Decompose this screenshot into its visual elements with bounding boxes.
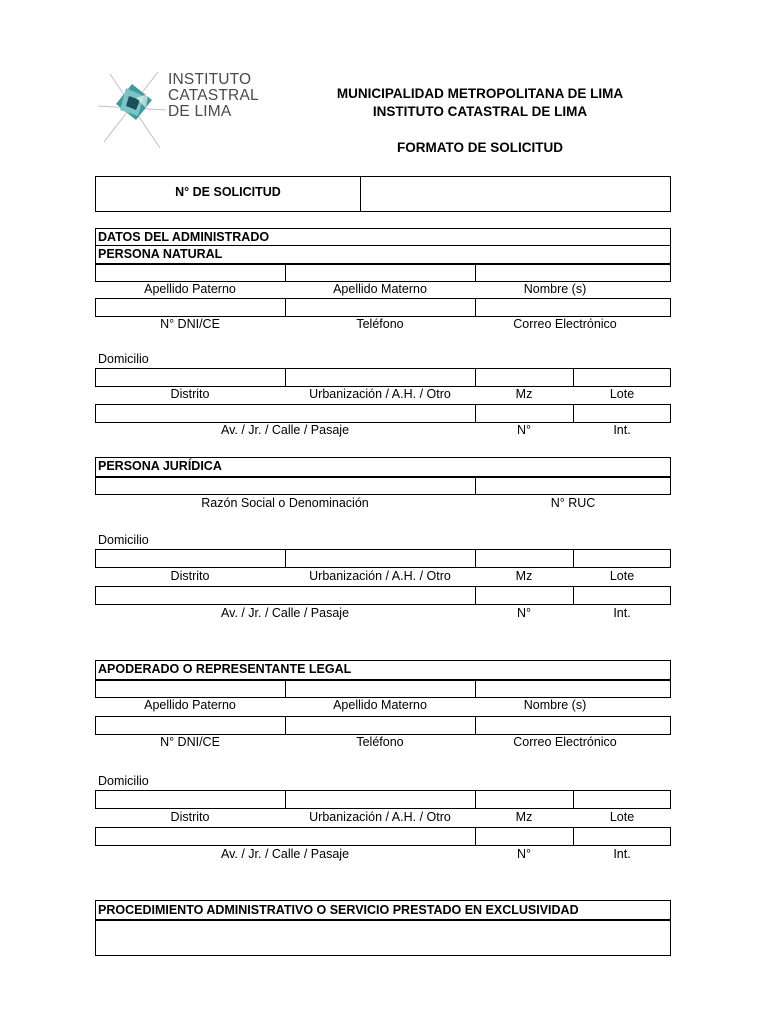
apoderado-address-row-2 <box>95 827 671 846</box>
form-title: FORMATO DE SOLICITUD <box>397 140 563 155</box>
header-municipality: MUNICIPALIDAD METROPOLITANA DE LIMA <box>336 86 624 101</box>
label-apoderado-int: Int. <box>613 847 631 861</box>
label-urbanizacion: Urbanización / A.H. / Otro <box>309 387 451 401</box>
logo-text-line1: INSTITUTO <box>168 71 252 88</box>
label-lote-juridica: Lote <box>609 569 635 583</box>
label-mz: Mz <box>515 387 533 401</box>
logo-text-line2: CATASTRAL <box>168 87 259 104</box>
label-apoderado-urbanizacion: Urbanización / A.H. / Otro <box>309 810 451 824</box>
institute-logo <box>96 66 266 152</box>
label-lote: Lote <box>609 387 635 401</box>
label-apoderado-distrito: Distrito <box>170 810 210 824</box>
solicitud-number-field[interactable] <box>362 178 668 210</box>
juridica-address-row-2 <box>95 586 671 605</box>
apoderado-address-row-1 <box>95 790 671 809</box>
label-apoderado-domicilio: Domicilio <box>98 774 149 788</box>
logo-mark-icon <box>96 66 168 152</box>
solicitud-label: N° DE SOLICITUD <box>175 185 281 199</box>
solicitud-box <box>95 176 671 212</box>
section-title-persona-natural: PERSONA NATURAL <box>98 247 223 261</box>
label-apellido-paterno: Apellido Paterno <box>144 282 236 296</box>
label-apoderado-via: Av. / Jr. / Calle / Pasaje <box>220 847 350 861</box>
label-apoderado-lote: Lote <box>609 810 635 824</box>
label-domicilio: Domicilio <box>98 352 149 366</box>
section-title-persona-juridica: PERSONA JURÍDICA <box>98 459 222 473</box>
label-razon-social: Razón Social o Denominación <box>201 496 369 510</box>
label-ruc: N° RUC <box>550 496 596 510</box>
header-institute: INSTITUTO CATASTRAL DE LIMA <box>372 104 588 119</box>
apoderado-id-row <box>95 716 671 735</box>
label-distrito: Distrito <box>170 387 210 401</box>
label-nombres: Nombre (s) <box>523 282 587 296</box>
label-via-juridica: Av. / Jr. / Calle / Pasaje <box>220 606 350 620</box>
label-apoderado-apellido-materno: Apellido Materno <box>333 698 427 712</box>
label-mz-juridica: Mz <box>515 569 533 583</box>
label-apoderado-telefono: Teléfono <box>356 735 404 749</box>
natural-address-row-2 <box>95 404 671 423</box>
label-via: Av. / Jr. / Calle / Pasaje <box>220 423 350 437</box>
label-domicilio-juridica: Domicilio <box>98 533 149 547</box>
natural-header-block <box>95 228 671 282</box>
label-telefono: Teléfono <box>356 317 404 331</box>
label-apoderado-numero: N° <box>516 847 532 861</box>
natural-id-row <box>95 298 671 317</box>
label-int: Int. <box>613 423 631 437</box>
label-apoderado-nombres: Nombre (s) <box>523 698 587 712</box>
label-apellido-materno: Apellido Materno <box>333 282 427 296</box>
logo-text-line3: DE LIMA <box>168 103 232 120</box>
label-urbanizacion-juridica: Urbanización / A.H. / Otro <box>309 569 451 583</box>
label-correo: Correo Electrónico <box>513 317 617 331</box>
label-int-juridica: Int. <box>613 606 631 620</box>
label-apoderado-dni: N° DNI/CE <box>160 735 220 749</box>
label-apoderado-apellido-paterno: Apellido Paterno <box>144 698 236 712</box>
juridica-address-row-1 <box>95 549 671 568</box>
natural-address-row-1 <box>95 368 671 387</box>
section-title-administrado: DATOS DEL ADMINISTRADO <box>98 230 270 244</box>
label-numero: N° <box>516 423 532 437</box>
section-title-apoderado: APODERADO O REPRESENTANTE LEGAL <box>98 662 352 676</box>
procedimiento-field[interactable] <box>97 922 669 954</box>
section-title-procedimiento: PROCEDIMIENTO ADMINISTRATIVO O SERVICIO PRESTADO EN EXCLUSIVIDAD <box>98 903 579 917</box>
label-numero-juridica: N° <box>516 606 532 620</box>
label-apoderado-correo: Correo Electrónico <box>513 735 617 749</box>
apoderado-block <box>95 660 671 698</box>
label-dni: N° DNI/CE <box>160 317 220 331</box>
label-distrito-juridica: Distrito <box>170 569 210 583</box>
procedimiento-block <box>95 900 671 956</box>
label-apoderado-mz: Mz <box>515 810 533 824</box>
juridica-block <box>95 457 671 495</box>
